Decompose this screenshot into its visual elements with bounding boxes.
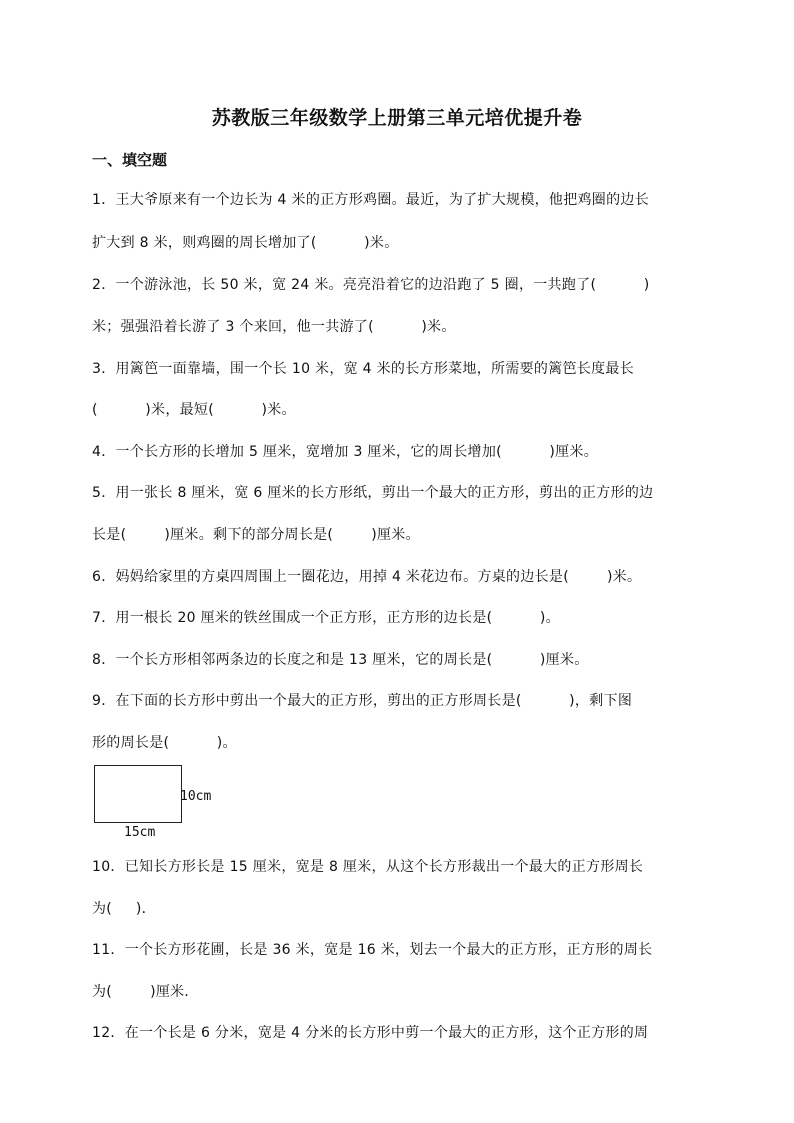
question-line: 米；强强沿着长游了 3 个来回，他一共游了( )米。 bbox=[92, 319, 456, 335]
rectangle-shape bbox=[94, 765, 182, 823]
question-line: ( )米，最短( )米。 bbox=[92, 402, 296, 418]
question-line: 4．一个长方形的长增加 5 厘米，宽增加 3 厘米，它的周长增加( )厘米。 bbox=[92, 444, 599, 460]
section-heading: 一、填空题 bbox=[92, 151, 168, 169]
question-line: 扩大到 8 米，则鸡圈的周长增加了( )米。 bbox=[92, 235, 399, 251]
question-line: 5．用一张长 8 厘米，宽 6 厘米的长方形纸，剪出一个最大的正方形，剪出的正方形的边 bbox=[92, 485, 654, 501]
question-line: 长是( )厘米。剩下的部分周长是( )厘米。 bbox=[92, 527, 420, 543]
question-line: 7．用一根长 20 厘米的铁丝围成一个正方形，正方形的边长是( )。 bbox=[92, 610, 560, 626]
question-line: 2．一个游泳池，长 50 米，宽 24 米。亮亮沿着它的边沿跑了 5 圈，一共跑了( ) bbox=[92, 277, 650, 293]
question-line: 3．用篱笆一面靠墙，围一个长 10 米，宽 4 米的长方形菜地，所需要的篱笆长度最长 bbox=[92, 361, 635, 377]
question-line: 6．妈妈给家里的方桌四周围上一圈花边，用掉 4 米花边布。方桌的边长是( )米。 bbox=[92, 569, 642, 585]
question-line: 形的周长是( )。 bbox=[92, 735, 237, 751]
question-line: 11．一个长方形花圃，长是 36 米，宽是 16 米，划去一个最大的正方形，正方形的周长 bbox=[92, 942, 653, 958]
question-line: 1．王大爷原来有一个边长为 4 米的正方形鸡圈。最近，为了扩大规模，他把鸡圈的边长 bbox=[92, 192, 650, 208]
question-line: 12．在一个长是 6 分米，宽是 4 分米的长方形中剪一个最大的正方形，这个正方形的周 bbox=[92, 1025, 649, 1041]
question-line: 为( )． bbox=[92, 901, 156, 917]
question-line: 8．一个长方形相邻两条边的长度之和是 13 厘米，它的周长是( )厘米。 bbox=[92, 652, 589, 668]
question-line: 9．在下面的长方形中剪出一个最大的正方形，剪出的正方形周长是( )，剩下图 bbox=[92, 693, 633, 709]
height-label: 10cm bbox=[180, 789, 212, 804]
question-line: 10．已知长方形长是 15 厘米，宽是 8 厘米，从这个长方形裁出一个最大的正方形周长 bbox=[92, 859, 644, 875]
question-line: 为( )厘米． bbox=[92, 984, 199, 1000]
rectangle-figure bbox=[94, 765, 304, 845]
page-title: 苏教版三年级数学上册第三单元培优提升卷 bbox=[211, 107, 583, 129]
width-label: 15cm bbox=[124, 825, 156, 840]
